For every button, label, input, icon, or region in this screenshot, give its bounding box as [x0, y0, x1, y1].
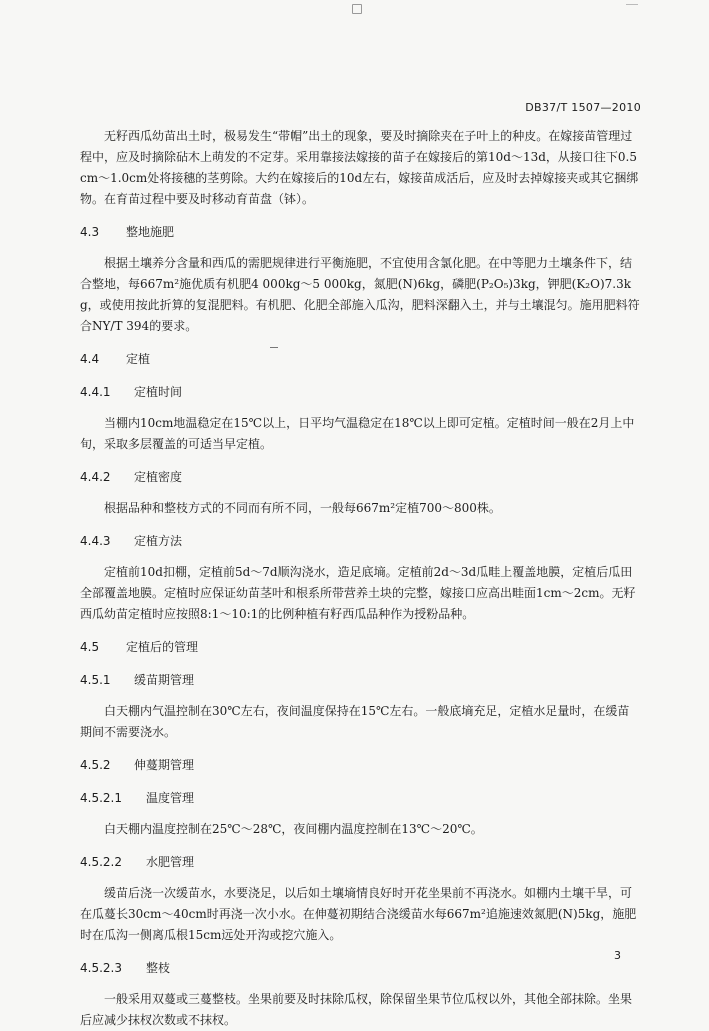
section-title: 定植后的管理	[126, 640, 199, 654]
section-title: 定植密度	[134, 470, 183, 484]
paragraph: 当棚内10cm地温稳定在15℃以上，日平均气温稳定在18℃以上即可定植。定植时间一般在2月上中旬，采取多层覆盖的可适当早定植。	[80, 416, 635, 451]
section-number: 4.4.3	[80, 534, 111, 548]
section-heading	[80, 852, 640, 873]
document-code: DB37/T 1507—2010	[525, 101, 641, 114]
section-heading	[80, 788, 640, 809]
scan-mark	[626, 4, 638, 13]
section-number: 4.5.2.2	[80, 855, 122, 869]
section-heading	[80, 637, 640, 658]
section-number: 4.5.2.1	[80, 791, 122, 805]
section-number: 4.5.1	[80, 673, 111, 687]
paragraph: 缓苗后浇一次缓苗水，水要浇足，以后如土壤墒情良好时开花坐果前不再浇水。如棚内土壤干旱，可在瓜蔓长30cm～40cm时再浇一次小水。在伸蔓初期结合浇缓苗水每667m²追施速效氮肥(N)5kg，施肥时在瓜沟一侧离瓜根15cm远处开沟或挖穴施入。	[80, 886, 637, 942]
section-number: 4.4.1	[80, 385, 111, 399]
section-number: 4.5.2	[80, 758, 111, 772]
section-title: 温度管理	[146, 791, 195, 805]
section-title: 整枝	[146, 961, 171, 975]
page-number: 3	[614, 949, 621, 962]
section-heading	[80, 467, 640, 488]
paragraph: 根据品种和整枝方式的不同而有所不同，一般每667m²定植700～800株。	[104, 501, 501, 515]
section-title: 缓苗期管理	[134, 673, 195, 687]
section-title: 水肥管理	[146, 855, 195, 869]
paragraph: 根据土壤养分含量和西瓜的需肥规律进行平衡施肥，不宜使用含氯化肥。在中等肥力土壤条件下，结合整地，每667m²施优质有机肥4 000kg～5 000kg，氮肥(N)6kg，磷肥(P₂O₅)3kg，钾肥(K₂O)7.3kg，或使用按此折算的复混肥料。有机肥、化肥全部施入瓜沟，肥料深翻入土，并与土壤混匀。施用肥料符合NY/T 394的要求。	[80, 256, 640, 333]
paragraph: 白天棚内气温控制在30℃左右，夜间温度保持在15℃左右。一般底墒充足，定植水足量时，在缓苗期间不需要浇水。	[80, 704, 630, 739]
section-heading	[80, 222, 640, 243]
section-number: 4.4	[80, 352, 100, 366]
paragraph: 定植前10d扣棚，定植前5d～7d顺沟浇水，造足底墒。定植前2d～3d瓜畦上覆盖地膜，定植后瓜田全部覆盖地膜。定植时应保证幼苗茎叶和根系所带营养土块的完整，嫁接口应高出畦面1cm～2cm。无籽西瓜幼苗定植时应按照8:1～10:1的比例种植有籽西瓜品种作为授粉品种。	[80, 565, 636, 621]
section-title: 定植时间	[134, 385, 183, 399]
section-title: 整地施肥	[126, 225, 175, 239]
section-heading	[80, 670, 640, 691]
paragraph: 无籽西瓜幼苗出土时，极易发生“带帽”出土的现象，要及时摘除夹在子叶上的种皮。在嫁接苗管理过程中，应及时摘除砧木上萌发的不定芽。采用靠接法嫁接的苗子在嫁接后的第10d～13d，从接口往下0.5cm～1.0cm处将接穗的茎剪除。大约在嫁接后的10d左右，嫁接苗成活后，应及时去掉嫁接夹或其它捆绑物。在育苗过程中要及时移动育苗盘（钵）。	[80, 129, 639, 206]
paragraph: 白天棚内温度控制在25℃～28℃，夜间棚内温度控制在13℃～20℃。	[104, 822, 483, 836]
section-title: 定植	[126, 352, 151, 366]
section-number: 4.5	[80, 640, 100, 654]
section-heading	[80, 382, 640, 403]
paragraph: 一般采用双蔓或三蔓整枝。坐果前要及时抹除瓜杈，除保留坐果节位瓜杈以外，其他全部抹除。坐果后应减少抹杈次数或不抹杈。	[80, 992, 633, 1027]
section-number: 4.3	[80, 225, 100, 239]
section-heading	[80, 958, 640, 979]
section-heading	[80, 531, 640, 552]
section-number: 4.5.2.3	[80, 961, 122, 975]
section-heading	[80, 755, 640, 776]
document-body	[80, 126, 640, 1031]
section-heading	[80, 349, 640, 370]
scan-mark	[352, 4, 362, 14]
section-number: 4.4.2	[80, 470, 111, 484]
section-title: 定植方法	[134, 534, 183, 548]
section-title: 伸蔓期管理	[134, 758, 195, 772]
